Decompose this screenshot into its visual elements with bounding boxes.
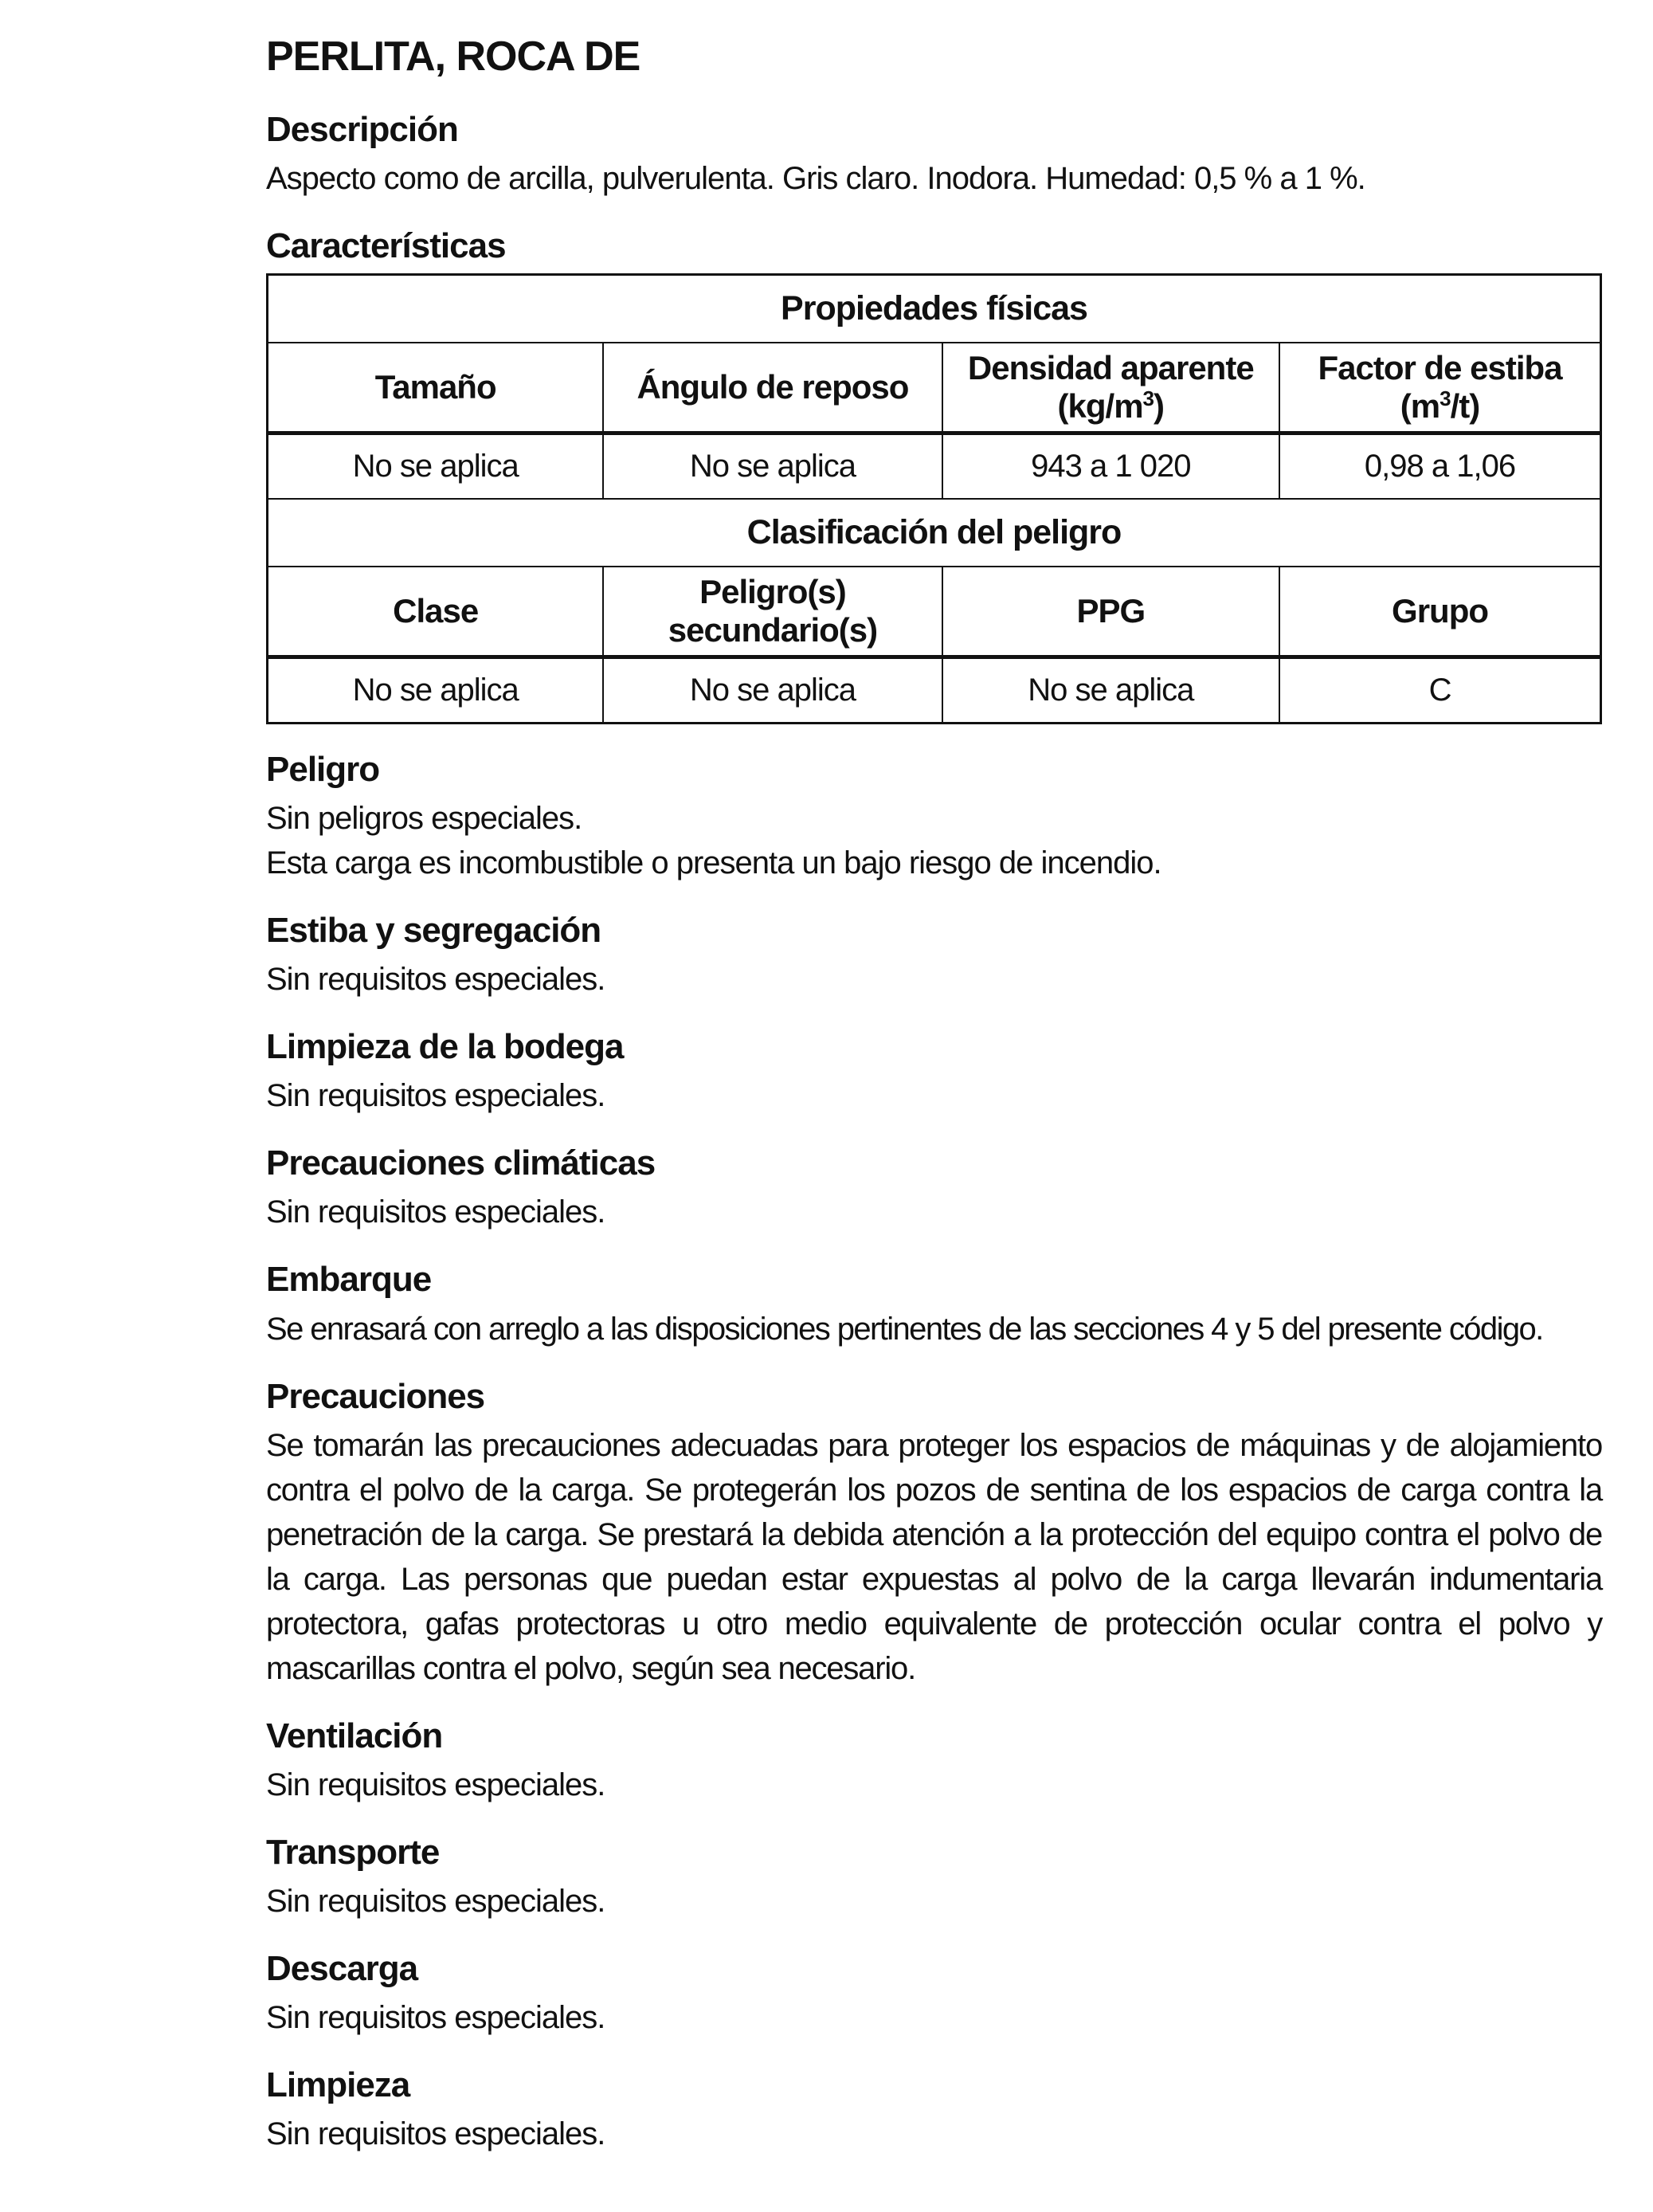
peligro-text-1: Sin peligros especiales. xyxy=(266,800,582,836)
section-heading-precauciones: Precauciones xyxy=(266,1376,485,1416)
peligro-text-2: Esta carga es incombustible o presenta un bajo riesgo de incendio. xyxy=(266,845,1161,880)
section-descripcion xyxy=(266,112,1602,201)
section-heading-caracteristicas: Características xyxy=(266,226,506,266)
value-peligros-secundarios: No se aplica xyxy=(603,657,942,723)
descarga-text: Sin requisitos especiales. xyxy=(266,2000,605,2036)
value-factor-de-estiba: 0,98 a 1,06 xyxy=(1279,433,1600,499)
section-heading-peligro: Peligro xyxy=(266,749,380,789)
precauciones-text: Se tomarán las precauciones adecuadas para proteger los espacios de máquinas y de alojamiento contra el polvo de la carga. Se protegerán los pozos de sentina de los espacios de carga contra la penetración de la carga. Se prestará la debida atención a la protección del equipo contra el polvo de la carga. Las personas que puedan estar expuestas al polvo de la carga llevarán indumentaria protectora, gafas protectoras u otro medio equivalente de protección ocular contra el polvo y mascarillas contra el polvo, según sea necesario. xyxy=(266,1427,1602,1686)
value-tamano: No se aplica xyxy=(268,433,604,499)
descripcion-text: Aspecto como de arcilla, pulverulenta. Gris claro. Inodora. Humedad: 0,5 % a 1 %. xyxy=(266,161,1365,197)
value-clase: No se aplica xyxy=(268,657,604,723)
estiba-unit: $(m^3/t)$ xyxy=(1400,386,1480,425)
section-caracteristicas xyxy=(266,228,1602,724)
section-limpieza xyxy=(266,2067,1602,2156)
section-heading-ventilacion: Ventilación xyxy=(266,1716,443,1755)
precauciones-climaticas-text: Sin requisitos especiales. xyxy=(266,1194,605,1230)
col-header-grupo: Grupo xyxy=(1279,567,1600,657)
section-descarga xyxy=(266,1951,1602,2040)
section-heading-embarque: Embarque xyxy=(266,1260,432,1300)
col-header-clase: Clase xyxy=(268,567,604,657)
physical-properties-column-header-row xyxy=(268,343,1601,433)
ventilacion-text: Sin requisitos especiales. xyxy=(266,1767,605,1802)
value-angulo-de-reposo: No se aplica xyxy=(603,433,942,499)
col-header-factor-de-estiba: Factor de estiba $(m^3/t)$ xyxy=(1279,343,1600,433)
section-heading-descarga: Descarga xyxy=(266,1949,418,1989)
hazard-classification-column-header-row xyxy=(268,567,1601,657)
col-header-peligros-secundarios: Peligro(s) secundario(s) xyxy=(603,567,942,657)
section-heading-precauciones-climaticas: Precauciones climáticas xyxy=(266,1143,656,1183)
section-heading-limpieza: Limpieza xyxy=(266,2065,410,2105)
section-heading-descripcion: Descripción xyxy=(266,110,458,150)
section-transporte xyxy=(266,1834,1602,1924)
section-precauciones xyxy=(266,1376,1602,1691)
physical-properties-value-row xyxy=(268,433,1601,499)
physical-properties-header: Propiedades físicas xyxy=(268,274,1601,343)
section-estiba-y-segregacion xyxy=(266,912,1602,1002)
section-embarque xyxy=(266,1261,1602,1351)
section-heading-limpieza-bodega: Limpieza de la bodega xyxy=(266,1026,624,1066)
section-limpieza-de-la-bodega xyxy=(266,1026,1602,1118)
embarque-text: Se enrasará con arreglo a las disposiciones pertinentes de las secciones 4 y 5 del presente código. xyxy=(266,1311,1543,1347)
physical-properties-span-row xyxy=(268,274,1601,343)
col-header-tamano: Tamaño xyxy=(268,343,604,433)
section-peligro xyxy=(266,751,1602,885)
section-ventilacion xyxy=(266,1718,1602,1807)
hazard-classification-header: Clasificación del peligro xyxy=(268,499,1601,567)
section-heading-transporte: Transporte xyxy=(266,1832,440,1872)
transporte-text: Sin requisitos especiales. xyxy=(266,1884,605,1920)
limpieza-text: Sin requisitos especiales. xyxy=(266,2116,605,2152)
densidad-unit: $(kg/m^3)$ xyxy=(1057,386,1165,425)
characteristics-table xyxy=(266,273,1602,724)
col-header-ppg: PPG xyxy=(942,567,1280,657)
section-precauciones-climaticas xyxy=(266,1145,1602,1234)
cargo-title: PERLITA, ROCA DE xyxy=(266,33,640,80)
col-header-angulo-de-reposo: Ángulo de reposo xyxy=(603,343,942,433)
value-grupo: C xyxy=(1279,657,1600,723)
value-densidad-aparente: 943 a 1 020 xyxy=(942,433,1280,499)
hazard-classification-value-row xyxy=(268,657,1601,723)
estiba-text: Sin requisitos especiales. xyxy=(266,961,605,997)
section-heading-estiba: Estiba y segregación xyxy=(266,910,601,950)
limpieza-bodega-text: Sin requisitos especiales. xyxy=(266,1078,605,1114)
hazard-classification-span-row xyxy=(268,499,1601,567)
col-header-densidad-aparente: Densidad aparente $(kg/m^3)$ xyxy=(942,343,1280,433)
value-ppg: No se aplica xyxy=(942,657,1280,723)
